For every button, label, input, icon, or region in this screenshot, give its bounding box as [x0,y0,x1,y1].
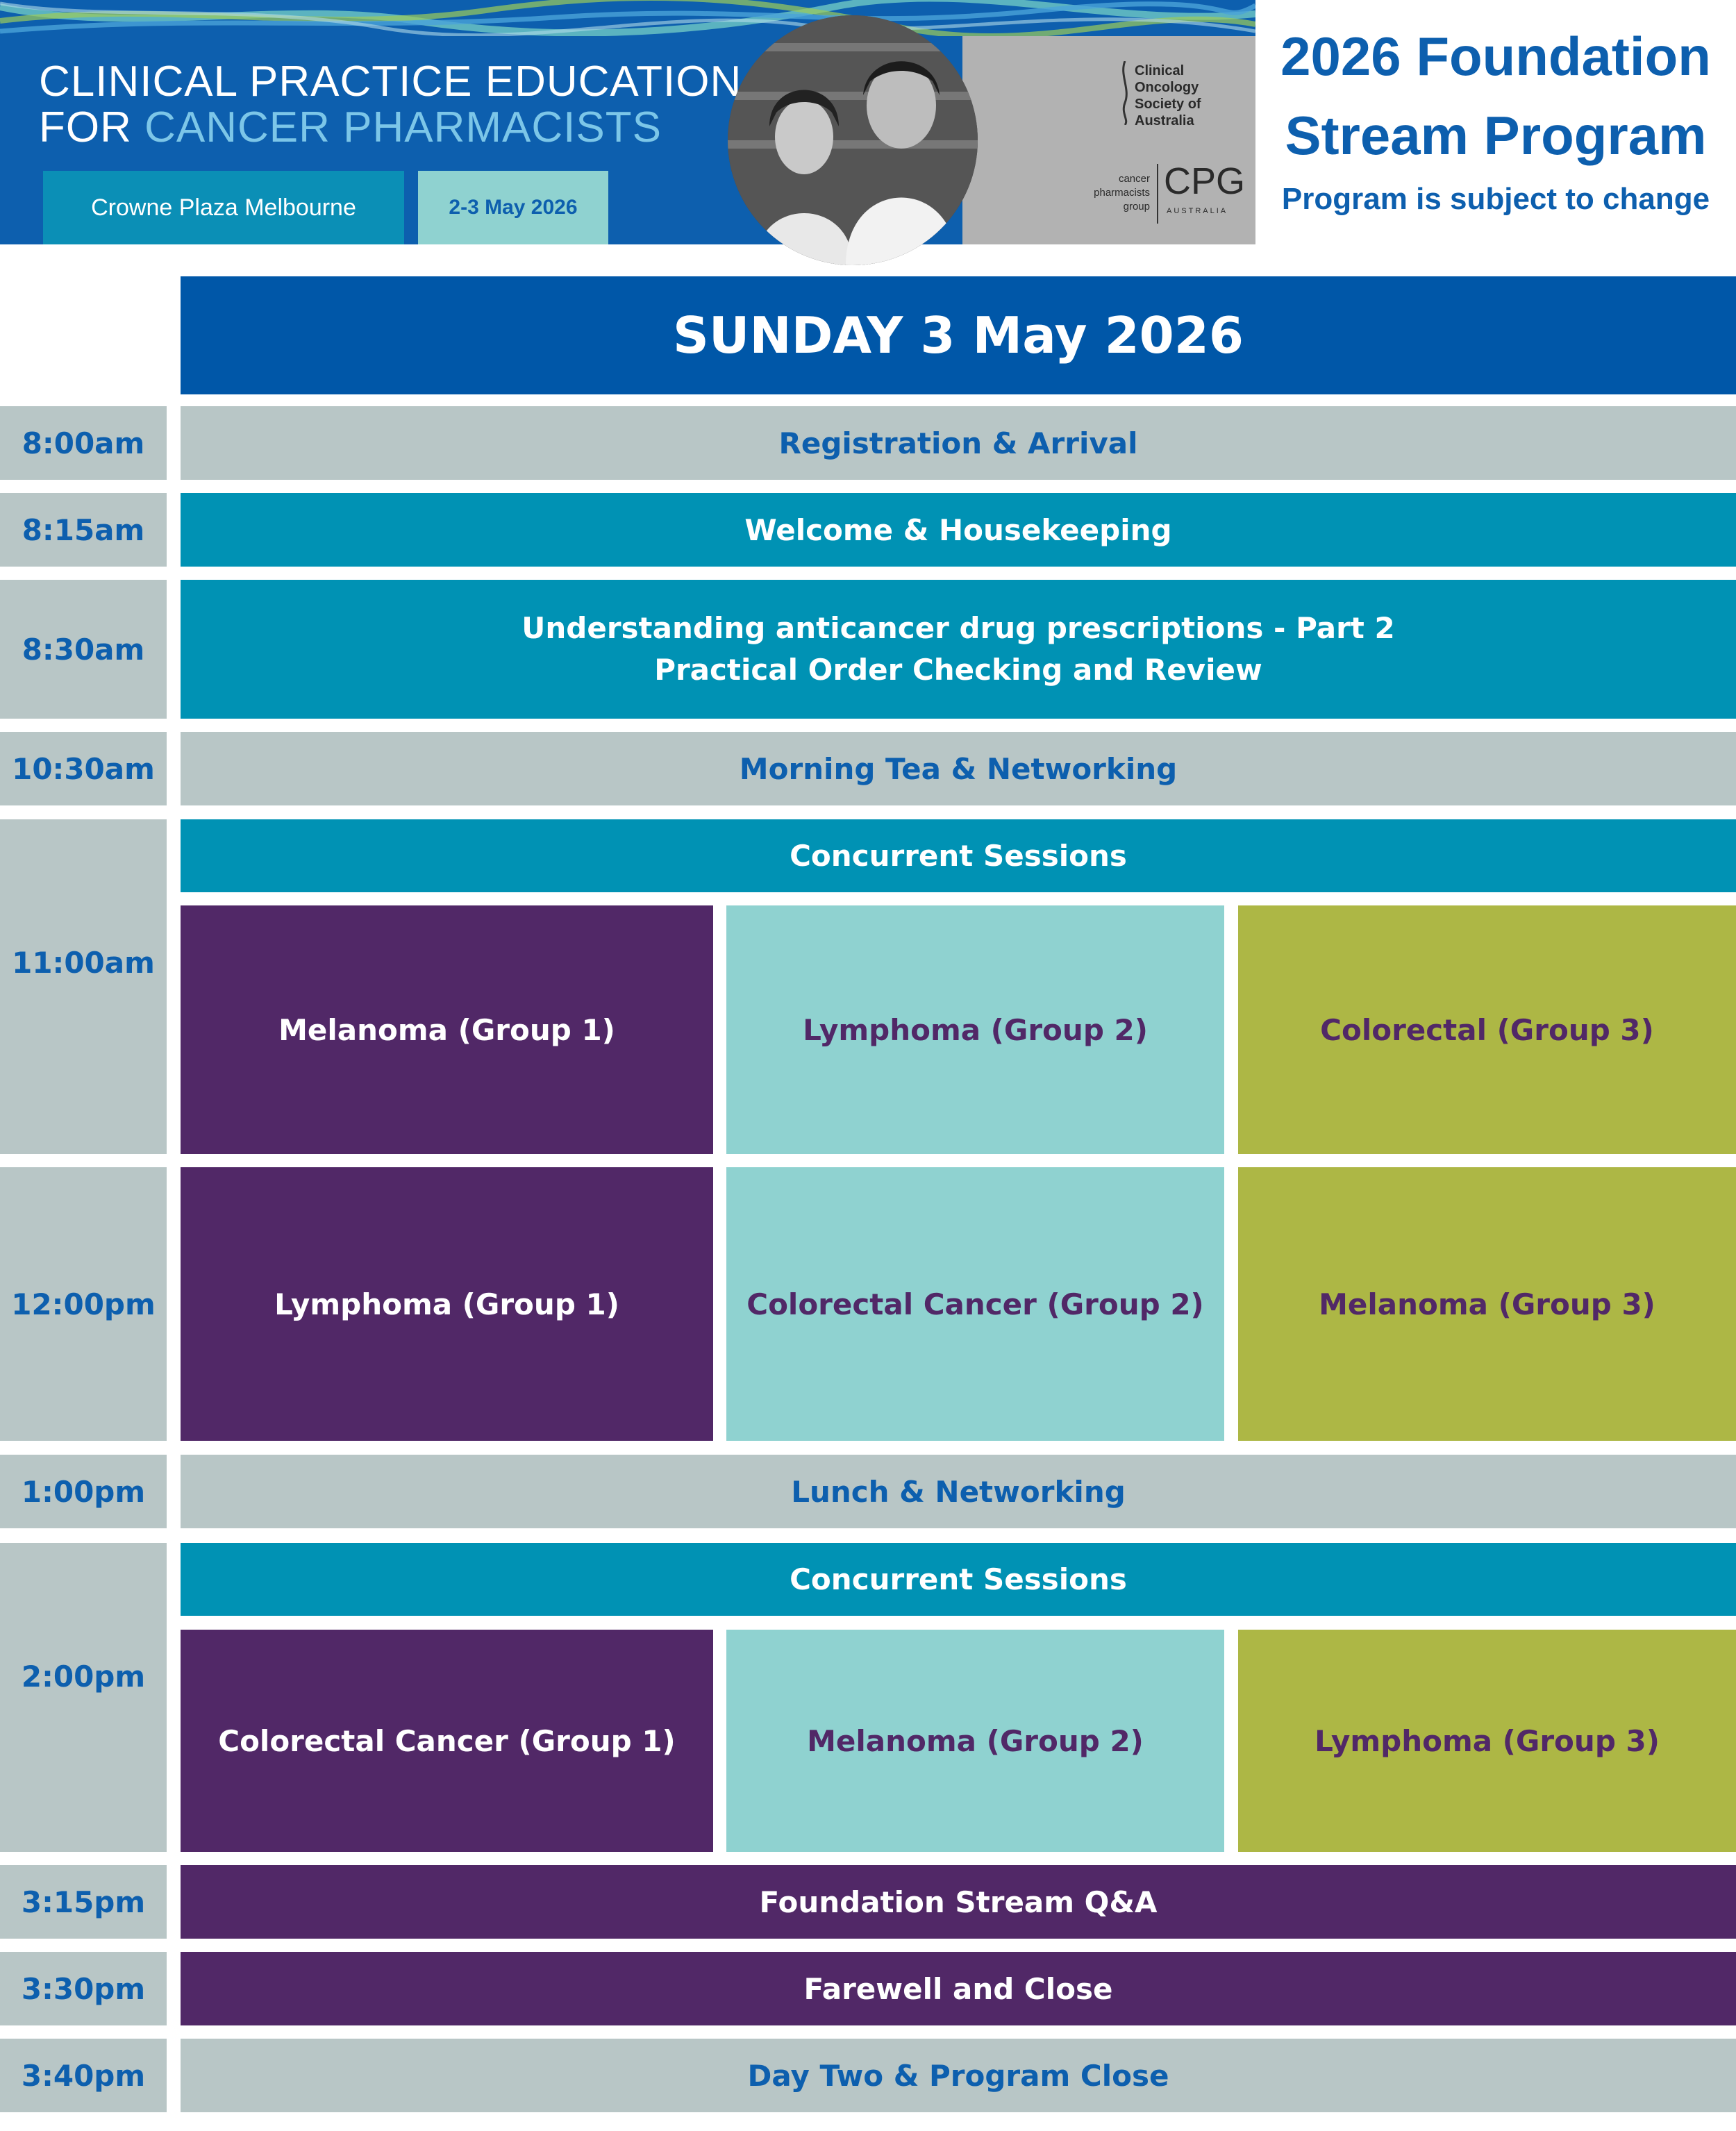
time-1530: 3:30pm [0,1952,167,2025]
cpg-logo-text: cancer pharmacists group [1094,173,1150,212]
cpg-divider [1157,164,1158,224]
cosa-logo-text: Clinical Oncology Society of Australia [1135,63,1201,128]
session-1100-group1: Melanoma (Group 1) [181,905,713,1154]
session-day-two-close: Day Two & Program Close [181,2039,1736,2112]
session-1100-group3: Colorectal (Group 3) [1238,905,1736,1154]
banner-title-highlight: CANCER PHARMACISTS [144,103,662,151]
session-prescriptions-subtitle: Practical Order Checking and Review [654,653,1262,687]
session-1200-group2: Colorectal Cancer (Group 2) [726,1167,1224,1441]
session-qa: Foundation Stream Q&A [181,1865,1736,1939]
time-1100: 11:00am [0,819,167,1154]
session-1400-group2: Melanoma (Group 2) [726,1630,1224,1852]
time-1400: 2:00pm [0,1543,167,1852]
time-1540: 3:40pm [0,2039,167,2112]
logo-panel [962,36,1255,244]
time-0815: 8:15am [0,493,167,567]
session-prescriptions-title: Understanding anticancer drug prescriptions - Part 2 [521,611,1395,645]
session-1400-group3: Lymphoma (Group 3) [1238,1630,1736,1852]
time-1515: 3:15pm [0,1865,167,1939]
program-title-line2: Stream Program [1285,105,1707,166]
session-1100-group2: Lymphoma (Group 2) [726,905,1224,1154]
session-welcome: Welcome & Housekeeping [181,493,1736,567]
program-subtitle: Program is subject to change [1281,182,1710,216]
banner-title-line1: CLINICAL PRACTICE EDUCATION [39,58,742,106]
session-prescriptions [181,580,1736,719]
time-1030: 10:30am [0,732,167,805]
cpg-logo-sub: AUSTRALIA [1167,207,1228,215]
cosa-ribbon-icon [1121,61,1129,125]
session-farewell: Farewell and Close [181,1952,1736,2025]
day-title: SUNDAY 3 May 2026 [181,276,1736,394]
session-1400-group1: Colorectal Cancer (Group 1) [181,1630,713,1852]
session-1200-group1: Lymphoma (Group 1) [181,1167,713,1441]
banner-wave-pattern [0,0,1255,36]
session-1200-group3: Melanoma (Group 3) [1238,1167,1736,1441]
venue-label: Crowne Plaza Melbourne [43,171,404,244]
cpg-logo-mark: CPG [1164,160,1246,202]
dates-label: 2-3 May 2026 [418,171,608,244]
session-registration: Registration & Arrival [181,406,1736,480]
program-title-line1: 2026 Foundation [1280,26,1711,87]
time-0830: 8:30am [0,580,167,719]
concurrent-sessions-header-1: Concurrent Sessions [181,819,1736,892]
banner-title-line2 [39,103,662,152]
pharmacists-photo [728,15,978,265]
banner-title-prefix: FOR [39,103,132,151]
time-0800: 8:00am [0,406,167,480]
concurrent-sessions-header-2: Concurrent Sessions [181,1543,1736,1616]
time-1200: 12:00pm [0,1167,167,1441]
session-morning-tea: Morning Tea & Networking [181,732,1736,805]
session-lunch: Lunch & Networking [181,1455,1736,1528]
time-1300: 1:00pm [0,1455,167,1528]
